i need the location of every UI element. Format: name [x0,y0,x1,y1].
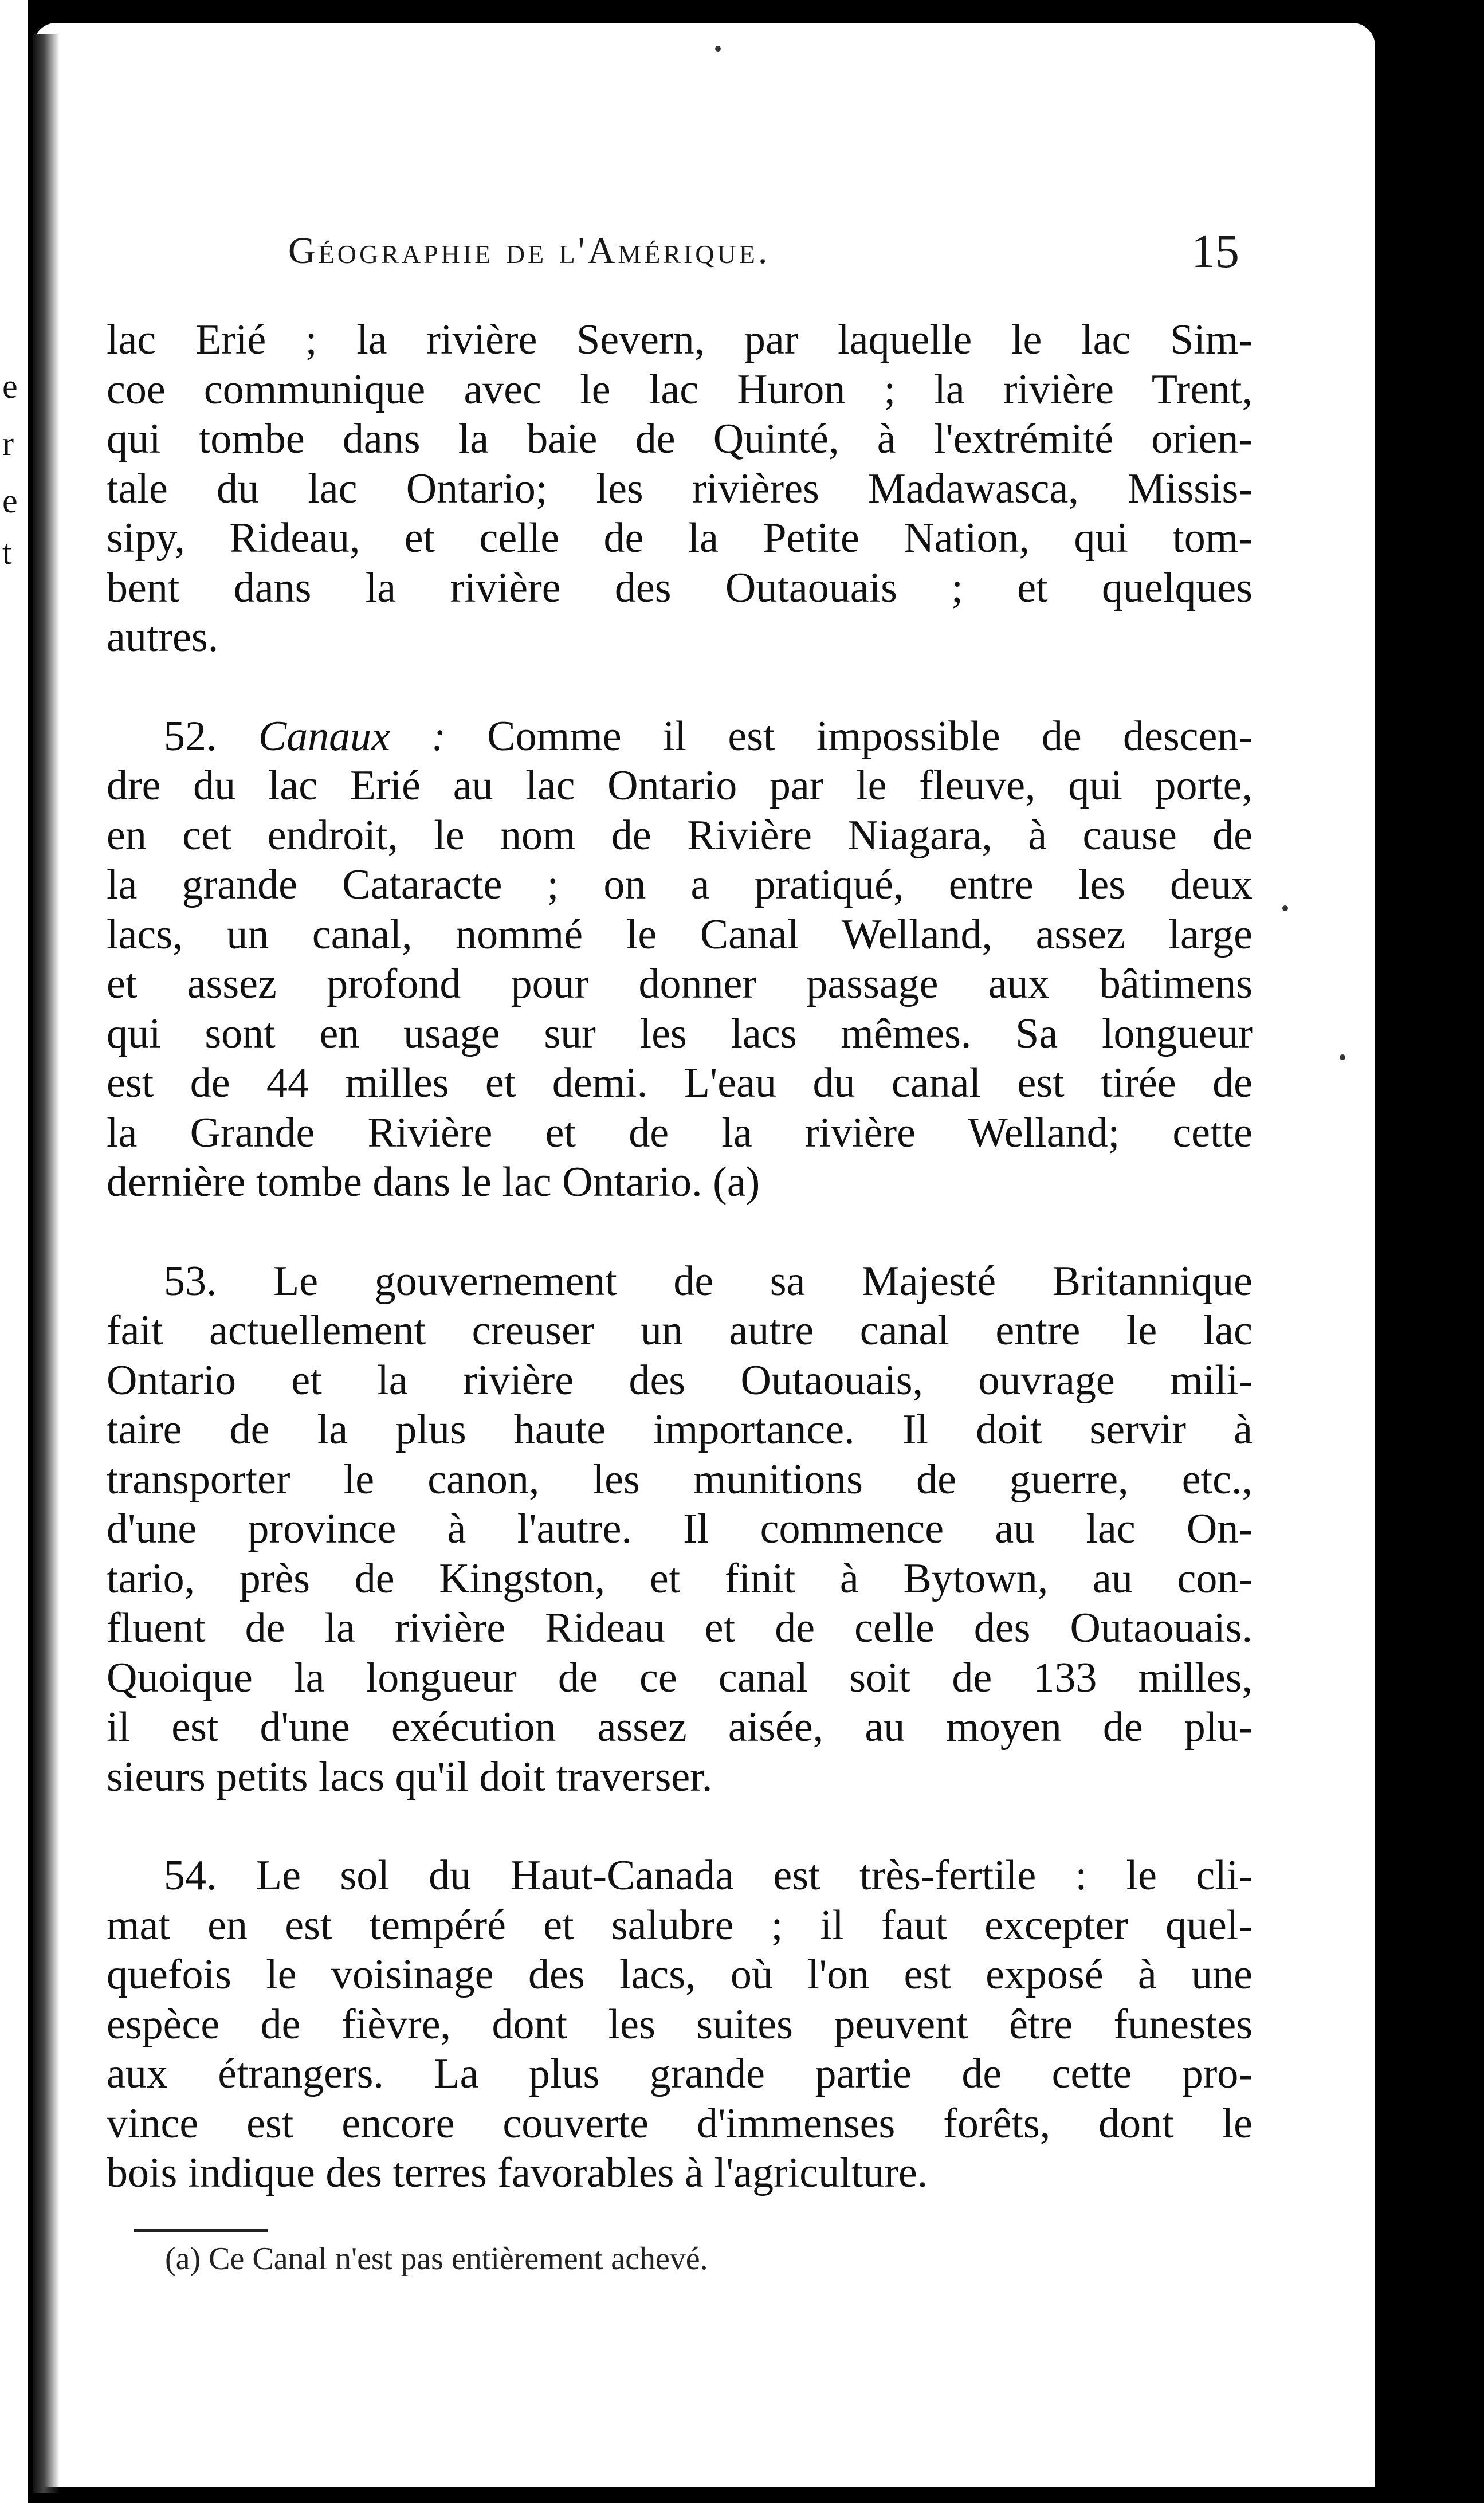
text-line [107,1108,1253,1158]
line-text: d'une province à l'autre. Il commence au lac On- [107,1505,1253,1552]
binding-shadow [33,34,60,2493]
text-line [107,1851,1253,1901]
prev-page-fragment: r [2,425,14,462]
text-line [107,2049,1253,2099]
line-text: Quoique la longueur de ce canal soit de 133 milles, [107,1654,1253,1701]
text-line [107,2099,1253,2149]
line-text: Le sol du Haut-Canada est très-fertile : le cli- [256,1852,1253,1899]
running-head: Géographie de l'Amérique. [288,230,771,272]
line-text: qui sont en usage sur les lacs mêmes. Sa longueur [107,1010,1253,1057]
text-line [107,365,1253,415]
prev-page-fragment: t [2,533,12,571]
line-text: dre du lac Erié au lac Ontario par le fleuve, qui porte, [107,762,1253,809]
text-line [107,2148,1253,2198]
line-text: bois indique des terres favorables à l'agriculture. [107,2149,928,2196]
line-text: sipy, Rideau, et celle de la Petite Nation, qui tom- [107,515,1253,562]
text-line [107,1950,1253,2000]
line-text: quefois le voisinage des lacs, où l'on est exposé à une [107,1951,1253,1998]
paragraph-number: 54. [164,1852,256,1899]
previous-page-edge [0,0,28,2503]
text-line [107,2000,1253,2050]
line-text: la Grande Rivière et de la rivière Welland; cette [107,1109,1253,1156]
text-line [107,1702,1253,1752]
scan-speck [1340,1054,1345,1060]
text-line [107,315,1253,365]
text-line [107,1455,1253,1505]
scan-speck [715,46,721,52]
line-text: vince est encore couverte d'immenses forêts, dont le [107,2100,1253,2147]
text-line [107,811,1253,861]
text-line [107,1901,1253,1951]
line-text: Comme il est impossible de descen- [487,712,1253,760]
line-text: fluent de la rivière Rideau et de celle des Outaouais. [107,1604,1253,1651]
line-text: en cet endroit, le nom de Rivière Niagara, à cause de [107,811,1253,859]
line-text: transporter le canon, les munitions de guerre, etc., [107,1455,1253,1503]
text-line [107,1653,1253,1703]
text-line [107,761,1253,811]
paragraph-number: 52. [164,712,258,760]
line-text: il est d'une exécution assez aisée, au moyen de plu- [107,1704,1253,1751]
scan-speck [1282,905,1288,911]
text-line [107,860,1253,910]
line-text: est de 44 milles et demi. L'eau du canal est tirée de [107,1060,1253,1107]
line-text: la grande Cataracte ; on a pratiqué, entre les deux [107,861,1253,908]
footnote-rule [134,2229,268,2232]
paragraph-lead: Canaux : [258,712,488,760]
line-text: sieurs petits lacs qu'il doit traverser. [107,1753,713,1800]
text-line [107,1009,1253,1059]
text-line [107,1554,1253,1604]
line-text: aux étrangers. La plus grande partie de cette pro- [107,2050,1253,2097]
text-line [107,1158,1253,1207]
text-line [107,513,1253,563]
body-text [107,315,1253,2198]
line-text: bent dans la rivière des Outaouais ; et quelques [107,564,1253,611]
paragraph-53 [107,1257,1253,1802]
line-text: dernière tombe dans le lac Ontario. (a) [107,1159,760,1206]
text-line [107,1306,1253,1356]
paragraph-continued [107,315,1253,662]
line-text: Le gouvernement de sa Majesté Britannique [273,1257,1253,1305]
text-line [107,1752,1253,1802]
line-text: tario, près de Kingston, et finit à Bytown, au con- [107,1555,1253,1602]
line-text: coe communique avec le lac Huron ; la rivière Trent, [107,366,1253,413]
line-text: taire de la plus haute importance. Il doit servir à [107,1406,1253,1453]
line-text: lac Erié ; la rivière Severn, par laquelle le lac Sim- [107,316,1253,363]
line-text: et assez profond pour donner passage aux bâtimens [107,960,1253,1007]
text-line [107,1603,1253,1653]
line-text: lacs, un canal, nommé le Canal Welland, assez large [107,911,1253,958]
book-page [33,23,1375,2487]
line-text: mat en est tempéré et salubre ; il faut excepter quel- [107,1901,1253,1949]
line-text: fait actuellement creuser un autre canal entre le lac [107,1307,1253,1354]
text-line [107,1405,1253,1455]
prev-page-fragment: e [2,367,18,405]
text-line [107,1504,1253,1554]
text-line [107,613,1253,662]
text-line [107,414,1253,464]
line-text: Ontario et la rivière des Outaouais, ouvrage mili- [107,1356,1253,1404]
text-line [107,1058,1253,1108]
text-line [107,1356,1253,1406]
paragraph-number: 53. [164,1257,274,1305]
paragraph-54 [107,1851,1253,2198]
text-line [107,563,1253,613]
line-text: espèce de fièvre, dont les suites peuvent être funestes [107,2000,1253,2048]
text-line [107,1257,1253,1307]
text-line [107,910,1253,960]
line-text: tale du lac Ontario; les rivières Madawasca, Missis- [107,465,1253,512]
footnote: (a) Ce Canal n'est pas entièrement achevé. [165,2241,708,2277]
page-header [288,225,1239,292]
line-text: autres. [107,614,219,661]
page-number: 15 [1191,225,1239,278]
paragraph-52 [107,712,1253,1207]
prev-page-fragment: e [2,482,18,520]
text-line [107,464,1253,514]
line-text: qui tombe dans la baie de Quinté, à l'extrémité orien- [107,415,1253,462]
text-line [107,712,1253,762]
text-line [107,959,1253,1009]
